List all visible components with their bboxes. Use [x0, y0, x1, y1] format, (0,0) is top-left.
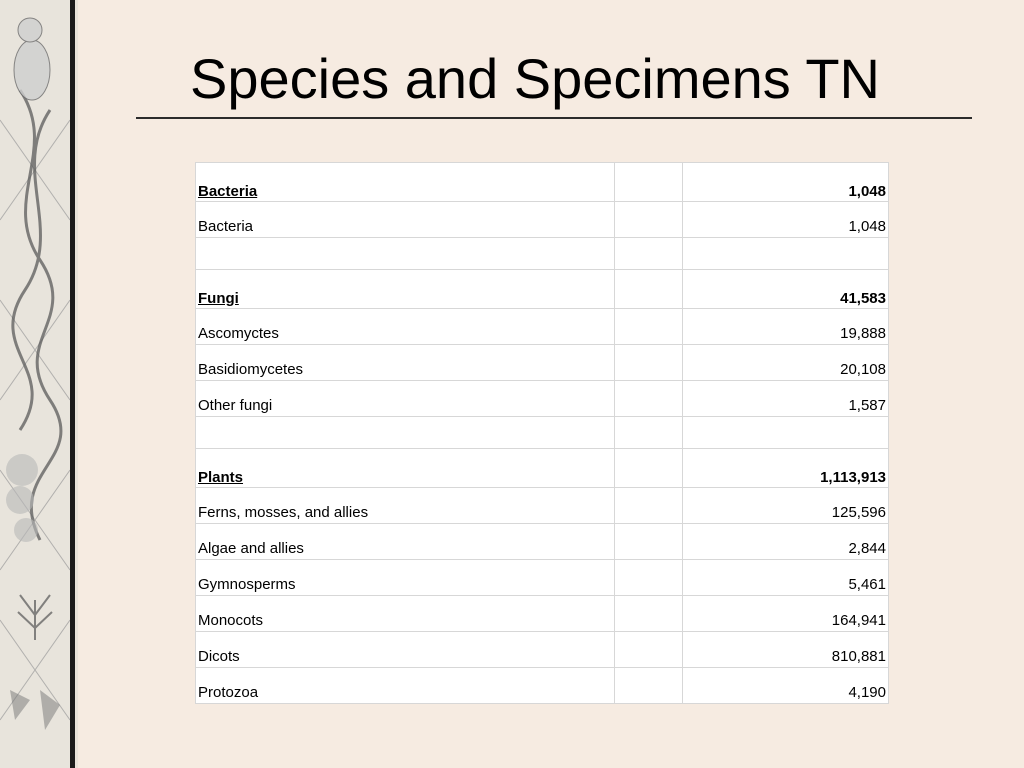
item-label: Ascomyctes	[196, 309, 615, 345]
table-empty-cell	[614, 309, 682, 345]
table-empty-cell	[614, 238, 682, 270]
item-count: 5,461	[682, 560, 888, 596]
item-count: 164,941	[682, 596, 888, 632]
table-row	[196, 381, 889, 417]
side-divider-bar	[70, 0, 75, 768]
table-empty-cell	[196, 238, 615, 270]
item-count: 810,881	[682, 632, 888, 668]
nature-illustration-icon	[0, 0, 70, 768]
species-table	[195, 162, 889, 704]
group-label: Plants	[196, 449, 615, 488]
item-label: Basidiomycetes	[196, 345, 615, 381]
table-row	[196, 668, 889, 704]
item-count: 19,888	[682, 309, 888, 345]
table-row	[196, 202, 889, 238]
table-empty-cell	[614, 524, 682, 560]
group-total: 1,113,913	[682, 449, 888, 488]
table-row	[196, 524, 889, 560]
item-label: Protozoa	[196, 668, 615, 704]
item-count: 1,048	[682, 202, 888, 238]
table-empty-cell	[196, 417, 615, 449]
group-label: Fungi	[196, 270, 615, 309]
table-empty-cell	[614, 488, 682, 524]
item-label: Dicots	[196, 632, 615, 668]
table-empty-cell	[614, 417, 682, 449]
table-row	[196, 596, 889, 632]
table-empty-cell	[614, 163, 682, 202]
table-empty-cell	[614, 668, 682, 704]
table-empty-cell	[614, 345, 682, 381]
item-count: 2,844	[682, 524, 888, 560]
table-empty-cell	[614, 202, 682, 238]
table-row	[196, 632, 889, 668]
item-count: 1,587	[682, 381, 888, 417]
table-empty-cell	[614, 381, 682, 417]
item-count: 125,596	[682, 488, 888, 524]
table-empty-cell	[614, 270, 682, 309]
table-group-header-row	[196, 163, 889, 202]
table-row	[196, 488, 889, 524]
table-empty-cell	[682, 417, 888, 449]
group-label: Bacteria	[196, 163, 615, 202]
decorative-side-artwork	[0, 0, 78, 768]
table-empty-cell	[614, 632, 682, 668]
table-empty-cell	[614, 449, 682, 488]
item-count: 20,108	[682, 345, 888, 381]
table-row	[196, 345, 889, 381]
table-row	[196, 309, 889, 345]
table-group-header-row	[196, 270, 889, 309]
table-spacer-row	[196, 417, 889, 449]
table-empty-cell	[682, 238, 888, 270]
item-label: Algae and allies	[196, 524, 615, 560]
item-label: Gymnosperms	[196, 560, 615, 596]
group-total: 41,583	[682, 270, 888, 309]
table-empty-cell	[614, 596, 682, 632]
item-label: Bacteria	[196, 202, 615, 238]
slide-title: Species and Specimens TN	[190, 47, 880, 110]
item-label: Ferns, mosses, and allies	[196, 488, 615, 524]
item-label: Other fungi	[196, 381, 615, 417]
title-underline-rule	[136, 117, 972, 119]
table-spacer-row	[196, 238, 889, 270]
table-group-header-row	[196, 449, 889, 488]
table-row	[196, 560, 889, 596]
group-total: 1,048	[682, 163, 888, 202]
item-count: 4,190	[682, 668, 888, 704]
item-label: Monocots	[196, 596, 615, 632]
table-empty-cell	[614, 560, 682, 596]
